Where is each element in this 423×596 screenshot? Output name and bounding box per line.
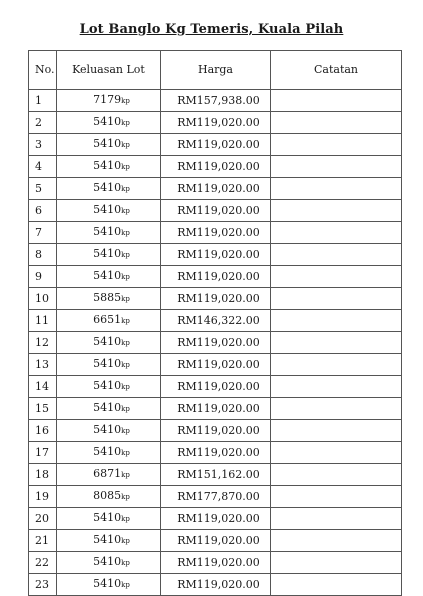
note-cell <box>271 530 402 552</box>
lot-area-cell <box>57 310 161 332</box>
table-row <box>29 332 402 354</box>
table-row <box>29 376 402 398</box>
price-cell: RM119,020.00 <box>161 508 271 530</box>
row-number: 20 <box>29 508 57 530</box>
table-row <box>29 398 402 420</box>
row-number: 22 <box>29 552 57 574</box>
table-row <box>29 552 402 574</box>
table-row <box>29 266 402 288</box>
table-row <box>29 354 402 376</box>
table-row <box>29 112 402 134</box>
row-number: 21 <box>29 530 57 552</box>
note-cell <box>271 464 402 486</box>
lot-area-cell <box>57 134 161 156</box>
lot-area-cell <box>57 464 161 486</box>
table-row <box>29 178 402 200</box>
lot-area-cell <box>57 574 161 596</box>
lot-area-cell <box>57 398 161 420</box>
lot-area-unit: kp <box>121 449 130 457</box>
price-cell: RM157,938.00 <box>161 90 271 112</box>
table-row <box>29 134 402 156</box>
lot-area-unit: kp <box>121 141 130 149</box>
lot-area-unit: kp <box>121 229 130 237</box>
lot-area-value: 7179 <box>93 93 122 106</box>
lot-area-unit: kp <box>121 317 130 325</box>
lot-area-unit: kp <box>121 273 130 281</box>
lot-area-value: 5410 <box>93 577 122 590</box>
lot-area-value: 5410 <box>93 225 122 238</box>
lot-price-table <box>28 50 402 596</box>
lot-area-cell <box>57 486 161 508</box>
price-cell: RM119,020.00 <box>161 552 271 574</box>
table-row <box>29 90 402 112</box>
price-cell: RM119,020.00 <box>161 376 271 398</box>
price-cell: RM119,020.00 <box>161 134 271 156</box>
lot-area-cell <box>57 244 161 266</box>
lot-area-value: 5410 <box>93 181 122 194</box>
note-cell <box>271 398 402 420</box>
note-cell <box>271 574 402 596</box>
row-number: 23 <box>29 574 57 596</box>
note-cell <box>271 552 402 574</box>
header-lot-area: Keluasan Lot <box>57 51 161 90</box>
header-note: Catatan <box>271 51 402 90</box>
lot-area-cell <box>57 442 161 464</box>
lot-area-value: 5410 <box>93 269 122 282</box>
price-cell: RM119,020.00 <box>161 420 271 442</box>
lot-area-unit: kp <box>121 163 130 171</box>
header-no: No. <box>29 51 57 90</box>
page-title: Lot Banglo Kg Temeris, Kuala Pilah <box>79 22 344 37</box>
lot-area-unit: kp <box>121 207 130 215</box>
lot-area-value: 5410 <box>93 423 122 436</box>
price-cell: RM177,870.00 <box>161 486 271 508</box>
row-number: 7 <box>29 222 57 244</box>
lot-area-unit: kp <box>121 515 130 523</box>
lot-area-value: 5410 <box>93 115 122 128</box>
note-cell <box>271 288 402 310</box>
note-cell <box>271 222 402 244</box>
lot-area-value: 5410 <box>93 203 122 216</box>
lot-area-cell <box>57 420 161 442</box>
lot-area-cell <box>57 332 161 354</box>
lot-area-unit: kp <box>121 493 130 501</box>
lot-area-unit: kp <box>121 383 130 391</box>
lot-area-unit: kp <box>121 427 130 435</box>
table-row <box>29 288 402 310</box>
table-row <box>29 530 402 552</box>
lot-area-unit: kp <box>121 119 130 127</box>
note-cell <box>271 90 402 112</box>
lot-area-unit: kp <box>121 581 130 589</box>
lot-area-value: 5410 <box>93 247 122 260</box>
lot-area-cell <box>57 354 161 376</box>
note-cell <box>271 200 402 222</box>
note-cell <box>271 134 402 156</box>
lot-area-cell <box>57 288 161 310</box>
note-cell <box>271 178 402 200</box>
price-cell: RM119,020.00 <box>161 288 271 310</box>
row-number: 5 <box>29 178 57 200</box>
lot-area-unit: kp <box>121 471 130 479</box>
lot-area-cell <box>57 156 161 178</box>
price-cell: RM119,020.00 <box>161 222 271 244</box>
lot-area-cell <box>57 112 161 134</box>
price-cell: RM119,020.00 <box>161 244 271 266</box>
row-number: 18 <box>29 464 57 486</box>
header-price: Harga <box>161 51 271 90</box>
lot-area-unit: kp <box>121 185 130 193</box>
table-row <box>29 310 402 332</box>
table-row <box>29 486 402 508</box>
note-cell <box>271 310 402 332</box>
row-number: 6 <box>29 200 57 222</box>
lot-area-value: 5410 <box>93 379 122 392</box>
table-body <box>29 90 402 596</box>
row-number: 12 <box>29 332 57 354</box>
lot-area-value: 5410 <box>93 511 122 524</box>
table-row <box>29 244 402 266</box>
note-cell <box>271 112 402 134</box>
lot-area-value: 5410 <box>93 445 122 458</box>
price-cell: RM119,020.00 <box>161 442 271 464</box>
row-number: 15 <box>29 398 57 420</box>
price-cell: RM119,020.00 <box>161 332 271 354</box>
lot-area-unit: kp <box>121 251 130 259</box>
note-cell <box>271 244 402 266</box>
row-number: 13 <box>29 354 57 376</box>
lot-area-unit: kp <box>121 361 130 369</box>
lot-area-cell <box>57 90 161 112</box>
price-cell: RM119,020.00 <box>161 112 271 134</box>
price-cell: RM119,020.00 <box>161 200 271 222</box>
table-row <box>29 222 402 244</box>
row-number: 1 <box>29 90 57 112</box>
price-cell: RM119,020.00 <box>161 156 271 178</box>
lot-area-value: 8085 <box>93 489 122 502</box>
lot-area-unit: kp <box>121 537 130 545</box>
price-cell: RM119,020.00 <box>161 266 271 288</box>
row-number: 19 <box>29 486 57 508</box>
lot-area-unit: kp <box>121 339 130 347</box>
lot-area-cell <box>57 552 161 574</box>
price-cell: RM119,020.00 <box>161 398 271 420</box>
note-cell <box>271 420 402 442</box>
table-row <box>29 574 402 596</box>
row-number: 11 <box>29 310 57 332</box>
note-cell <box>271 156 402 178</box>
table-row <box>29 420 402 442</box>
lot-area-cell <box>57 508 161 530</box>
note-cell <box>271 442 402 464</box>
lot-area-unit: kp <box>121 559 130 567</box>
row-number: 2 <box>29 112 57 134</box>
note-cell <box>271 376 402 398</box>
lot-area-value: 6651 <box>93 313 122 326</box>
row-number: 3 <box>29 134 57 156</box>
row-number: 17 <box>29 442 57 464</box>
lot-area-value: 5410 <box>93 555 122 568</box>
price-cell: RM151,162.00 <box>161 464 271 486</box>
lot-area-value: 5410 <box>93 335 122 348</box>
row-number: 4 <box>29 156 57 178</box>
note-cell <box>271 266 402 288</box>
table-header-row <box>29 51 402 90</box>
lot-area-value: 5410 <box>93 533 122 546</box>
note-cell <box>271 332 402 354</box>
table-row <box>29 508 402 530</box>
lot-area-cell <box>57 178 161 200</box>
row-number: 14 <box>29 376 57 398</box>
lot-area-unit: kp <box>121 295 130 303</box>
price-cell: RM146,322.00 <box>161 310 271 332</box>
row-number: 16 <box>29 420 57 442</box>
lot-area-cell <box>57 200 161 222</box>
lot-area-cell <box>57 222 161 244</box>
lot-area-value: 5410 <box>93 159 122 172</box>
row-number: 8 <box>29 244 57 266</box>
lot-area-unit: kp <box>121 405 130 413</box>
price-cell: RM119,020.00 <box>161 530 271 552</box>
price-cell: RM119,020.00 <box>161 178 271 200</box>
row-number: 10 <box>29 288 57 310</box>
lot-area-value: 5885 <box>93 291 122 304</box>
lot-area-cell <box>57 376 161 398</box>
lot-area-unit: kp <box>121 97 130 105</box>
table-row <box>29 200 402 222</box>
note-cell <box>271 354 402 376</box>
table-row <box>29 442 402 464</box>
table-row <box>29 156 402 178</box>
price-cell: RM119,020.00 <box>161 354 271 376</box>
lot-area-value: 5410 <box>93 401 122 414</box>
row-number: 9 <box>29 266 57 288</box>
lot-area-cell <box>57 266 161 288</box>
note-cell <box>271 486 402 508</box>
table-row <box>29 464 402 486</box>
lot-area-value: 6871 <box>93 467 122 480</box>
price-cell: RM119,020.00 <box>161 574 271 596</box>
lot-area-value: 5410 <box>93 357 122 370</box>
lot-area-value: 5410 <box>93 137 122 150</box>
note-cell <box>271 508 402 530</box>
lot-area-cell <box>57 530 161 552</box>
